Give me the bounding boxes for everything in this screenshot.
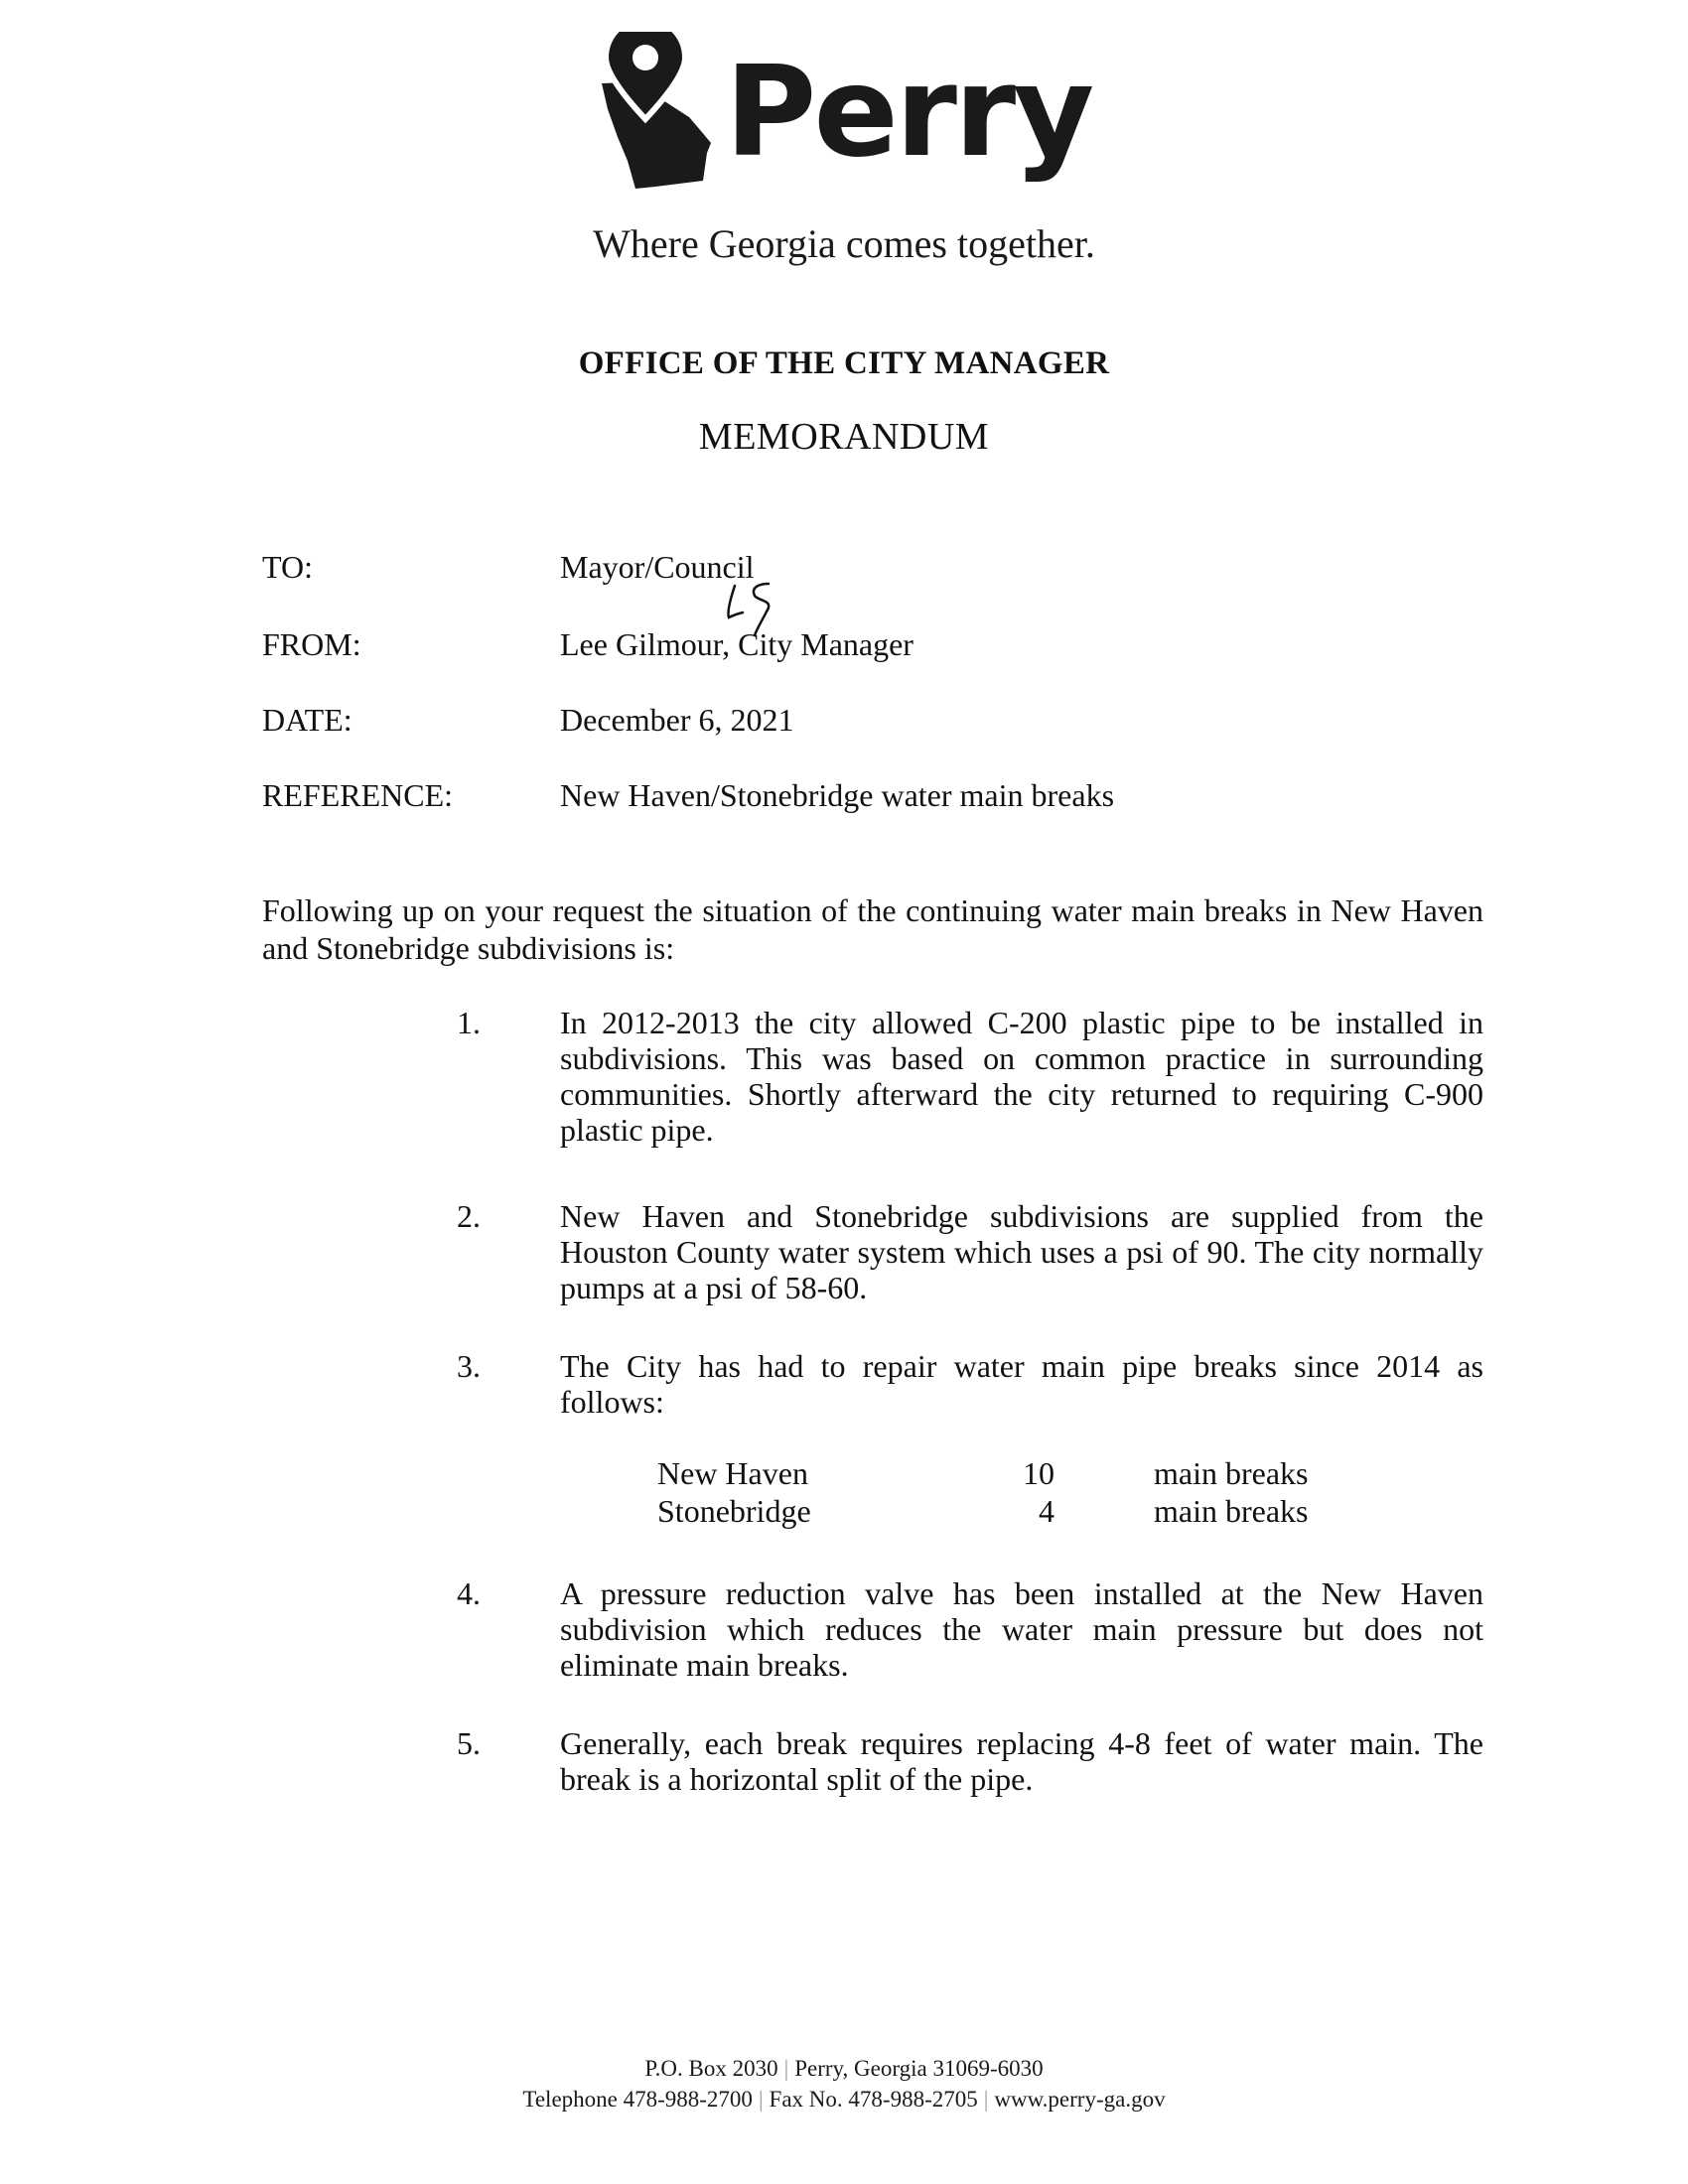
break-count: 10 bbox=[1023, 1455, 1055, 1491]
item-text: New Haven and Stonebridge subdivisions are supplied from the Houston County water system which uses a psi of 90. The city normally pumps at a psi of 58-60. bbox=[560, 1198, 1483, 1305]
item-number: 5. bbox=[457, 1725, 481, 1761]
table-row bbox=[657, 1492, 1352, 1530]
table-row bbox=[657, 1454, 1352, 1492]
item-number: 3. bbox=[457, 1348, 481, 1384]
from-value: Lee Gilmour, City Manager bbox=[560, 626, 914, 662]
footer-address bbox=[0, 2056, 1688, 2082]
main-breaks-table bbox=[657, 1454, 1352, 1530]
break-unit: main breaks bbox=[1154, 1455, 1309, 1491]
item-number: 1. bbox=[457, 1005, 481, 1040]
from-label: FROM: bbox=[262, 626, 361, 662]
item-text: Generally, each break requires replacing 4-8 feet of water main. The break is a horizontal split of the pipe. bbox=[560, 1725, 1483, 1797]
break-unit: main breaks bbox=[1154, 1493, 1309, 1529]
item-text: A pressure reduction valve has been installed at the New Haven subdivision which reduces the water main pressure but does not eliminate main breaks. bbox=[560, 1575, 1483, 1683]
office-heading: OFFICE OF THE CITY MANAGER bbox=[578, 345, 1110, 381]
footer-separator: | bbox=[783, 2056, 789, 2081]
logo-wordmark: Perry bbox=[725, 39, 1092, 185]
date-value: December 6, 2021 bbox=[560, 702, 794, 738]
footer-separator: | bbox=[758, 2087, 764, 2112]
reference-label: REFERENCE: bbox=[262, 777, 454, 813]
item-number: 4. bbox=[457, 1575, 481, 1611]
reference-value: New Haven/Stonebridge water main breaks bbox=[560, 777, 1115, 813]
to-label: TO: bbox=[262, 549, 313, 585]
footer-city: Perry, Georgia 31069-6030 bbox=[794, 2056, 1044, 2081]
footer-website[interactable]: www.perry-ga.gov bbox=[994, 2087, 1166, 2112]
item-text: The City has had to repair water main pipe breaks since 2014 as follows: bbox=[560, 1348, 1483, 1420]
footer-separator: | bbox=[983, 2087, 989, 2112]
georgia-map-pin-icon bbox=[594, 32, 743, 201]
perry-logo bbox=[594, 32, 1092, 220]
subdivision-name: New Haven bbox=[657, 1455, 808, 1491]
memo-title: MEMORANDUM bbox=[698, 416, 990, 458]
item-text: In 2012-2013 the city allowed C-200 plastic pipe to be installed in subdivisions. This was based on common practice in surrounding communities. Shortly afterward the city returned to requiring C-900 plastic pipe. bbox=[560, 1005, 1483, 1148]
item-number: 2. bbox=[457, 1198, 481, 1234]
footer-po-box: P.O. Box 2030 bbox=[644, 2056, 778, 2081]
subdivision-name: Stonebridge bbox=[657, 1493, 811, 1529]
handwritten-initials bbox=[723, 578, 792, 637]
tagline: Where Georgia comes together. bbox=[593, 221, 1095, 266]
to-value: Mayor/Council bbox=[560, 549, 755, 585]
footer-contact bbox=[0, 2087, 1688, 2113]
footer-telephone: Telephone 478-988-2700 bbox=[522, 2087, 753, 2112]
footer-fax: Fax No. 478-988-2705 bbox=[769, 2087, 978, 2112]
break-count: 4 bbox=[1039, 1493, 1055, 1529]
intro-paragraph: Following up on your request the situation of the continuing water main breaks in New Haven and Stonebridge subdivisions is: bbox=[262, 892, 1483, 966]
date-label: DATE: bbox=[262, 702, 352, 738]
